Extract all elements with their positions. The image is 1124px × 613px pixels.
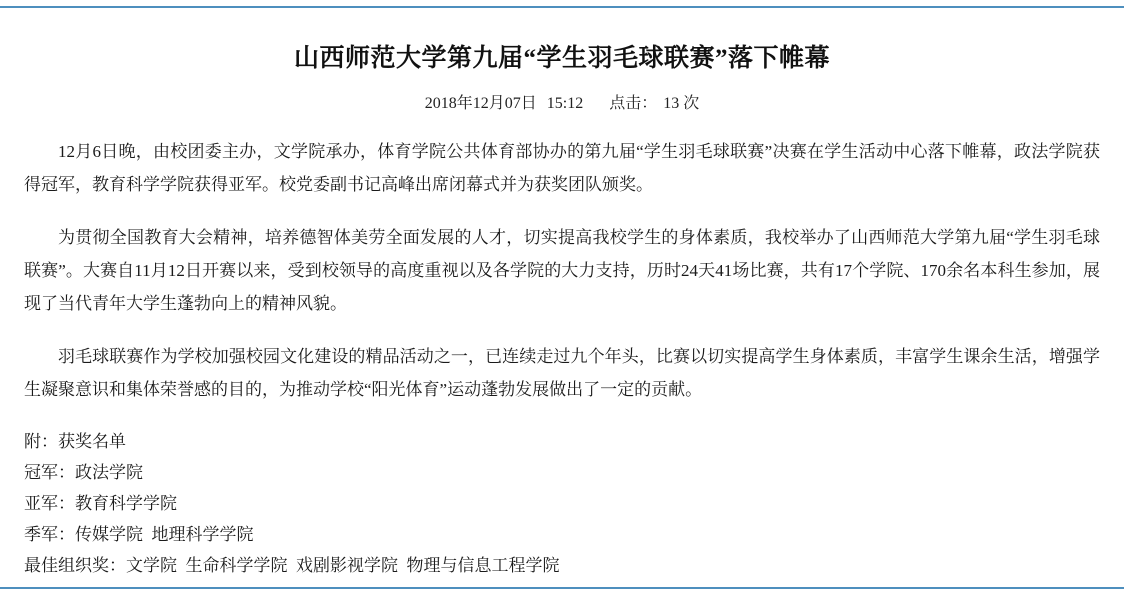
article-body [24,135,1100,406]
article-paragraph: 羽毛球联赛作为学校加强校园文化建设的精品活动之一，已连续走过九个年头，比赛以切实提高学生身体素质，丰富学生课余生活，增强学生凝聚意识和集体荣誉感的目的，为推动学校“阳光体育”运动蓬勃发展做出了一定的贡献。 [24,347,1100,399]
article-paragraph: 为贯彻全国教育大会精神，培养德智体美劳全面发展的人才，切实提高我校学生的身体素质，我校举办了山西师范大学第九届“学生羽毛球联赛”。大赛自11月12日开赛以来，受到校领导的高度重视以及各学院的大力支持，历时24天41场比赛，共有17个学院、170余名本科生参加，展现了当代青年大学生蓬勃向上的精神风貌。 [24,228,1100,313]
article-content [0,8,1124,581]
award-list-item: 季军：传媒学院 地理科学学院 [24,525,254,544]
award-list-item: 冠军：政法学院 [24,463,143,482]
views-label: 点击： [609,95,658,112]
views-unit: 次 [683,95,700,112]
award-list-heading: 附：获奖名单 [24,432,126,451]
bottom-divider [0,587,1124,589]
award-list-item: 最佳组织奖：文学院 生命科学学院 戏剧影视学院 物理与信息工程学院 [24,556,560,575]
award-list [24,426,1100,581]
page-title: 山西师范大学第九届“学生羽毛球联赛”落下帷幕 [293,45,830,72]
article-meta [24,90,1100,113]
publish-time: 15:12 [546,95,584,112]
views-count: 13 [663,95,680,112]
article-paragraph: 12月6日晚，由校团委主办，文学院承办，体育学院公共体育部协办的第九届“学生羽毛球联赛”决赛在学生活动中心落下帷幕，政法学院获得冠军，教育科学学院获得亚军。校党委副书记高峰出席闭幕式并为获奖团队颁奖。 [24,142,1100,194]
award-list-item: 亚军：教育科学学院 [24,494,177,513]
publish-date: 2018年12月07日 [424,95,537,112]
